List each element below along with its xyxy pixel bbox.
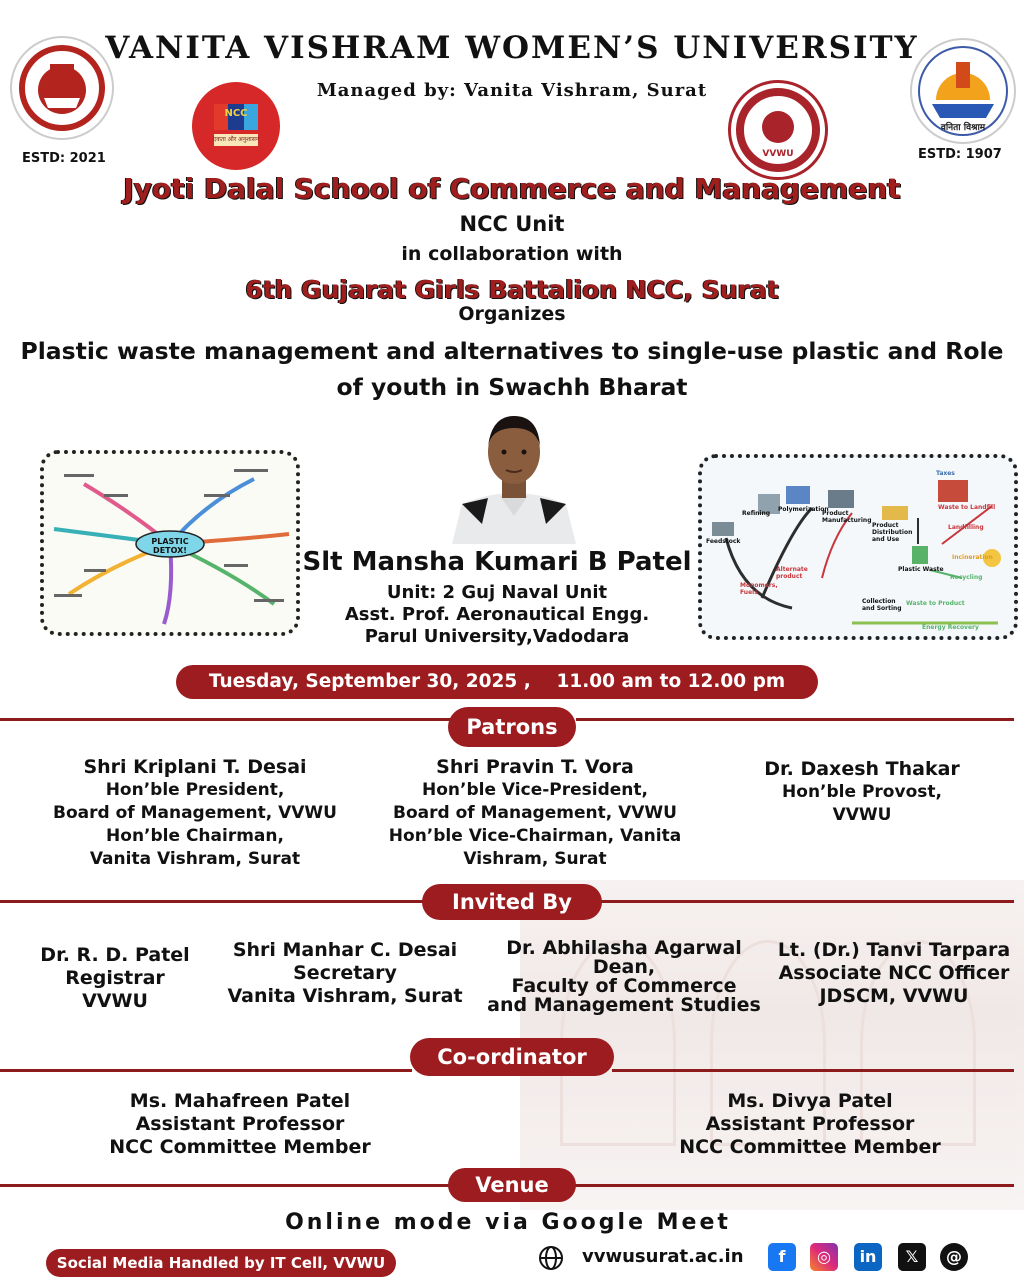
invitee-card (766, 939, 1022, 1008)
patron-card (712, 758, 1012, 827)
managed-by: Managed by: Vanita Vishram, Surat (316, 80, 708, 101)
invitee-card (486, 939, 762, 1015)
estd-left: ESTD: 2021 (22, 151, 106, 166)
coordinator-line: NCC Committee Member (679, 1136, 941, 1158)
linkedin-icon[interactable]: in (854, 1243, 882, 1271)
ncc-logo-text: NCC (224, 108, 248, 119)
patron-card (20, 756, 370, 871)
patrons-line-right (576, 718, 1014, 721)
patron-name: Shri Kriplani T. Desai (83, 756, 307, 778)
invitee-card (222, 939, 468, 1008)
invitee-line: Associate NCC Officer (778, 962, 1010, 984)
plastic-lifecycle-diagram-image (698, 454, 1018, 640)
flow-label-collection: Collection and Sorting (862, 598, 902, 612)
coordinator-line: Assistant Professor (135, 1113, 345, 1135)
organizes-text: Organizes (458, 303, 566, 325)
patron-line: Hon’ble Provost, (782, 782, 942, 802)
invitee-name: Dr. Abhilasha Agarwal (506, 937, 742, 959)
flow-label-feedstock: Feedstock (706, 538, 741, 545)
coordinator-line-left (0, 1069, 412, 1072)
invitee-name: Lt. (Dr.) Tanvi Tarpara (777, 939, 1011, 961)
university-title: VANITA VISHRAM WOMEN’S UNIVERSITY (105, 30, 919, 66)
invitee-line: Vanita Vishram, Surat (227, 985, 463, 1007)
flow-label-plastic-waste: Plastic Waste (898, 566, 944, 573)
speaker-unit: Unit: 2 Guj Naval Unit (386, 582, 608, 603)
flow-label-distribution: Product Distribution and Use (872, 522, 913, 543)
patrons-heading: Patrons (448, 707, 576, 747)
coordinator-name: Ms. Divya Patel (727, 1090, 893, 1112)
event-datetime: Tuesday, September 30, 2025 , 11.00 am to 12.00 pm (176, 665, 818, 699)
right-logo-text: वनिता विश्राम (940, 123, 986, 133)
invited-line-left (0, 900, 424, 903)
ncc-motto: एकता और अनुशासन (212, 136, 260, 143)
invitee-line: and Management Studies (487, 994, 761, 1016)
patron-line: Hon’ble Vice-Chairman, Vanita (388, 826, 682, 846)
patron-line: Hon’ble Chairman, (106, 826, 284, 846)
coordinator-card (90, 1090, 390, 1159)
invitee-line: Secretary (293, 962, 397, 984)
flow-label-refining: Refining (742, 510, 771, 517)
collab-text: in collaboration with (401, 243, 623, 265)
speaker-photo (442, 404, 586, 544)
flow-label-waste-to-product: Waste to Product (906, 600, 965, 607)
coordinator-line: Assistant Professor (705, 1113, 915, 1135)
patron-line: Board of Management, VVWU (53, 803, 337, 823)
speaker-name: Slt Mansha Kumari B Patel (302, 547, 692, 577)
estd-right: ESTD: 1907 (918, 147, 1002, 162)
flow-label-taxes: Taxes (936, 470, 955, 477)
patrons-line-left (0, 718, 452, 721)
patron-line: Vishram, Surat (463, 849, 607, 869)
social-media-credit: Social Media Handled by IT Cell, VVWU (46, 1249, 396, 1277)
patron-line: Vanita Vishram, Surat (89, 849, 301, 869)
invitee-name: Shri Manhar C. Desai (232, 939, 458, 961)
globe-icon (538, 1245, 564, 1271)
flow-label-monomers: Monomers, Fuels (740, 582, 778, 596)
invitee-card (10, 944, 220, 1013)
event-title-line2: of youth in Swachh Bharat (336, 373, 688, 401)
invitee-line: Registrar (65, 967, 165, 989)
plastic-detox-mindmap-image (40, 450, 300, 636)
flow-label-polymerization: Polymerization (778, 506, 829, 513)
venue-line-right (574, 1184, 1014, 1187)
venue-text: Online mode via Google Meet (285, 1210, 731, 1235)
speaker-designation: Asst. Prof. Aeronautical Engg. (344, 604, 650, 625)
coordinator-card (660, 1090, 960, 1159)
invited-line-right (600, 900, 1014, 903)
instagram-icon[interactable]: ◎ (810, 1243, 838, 1271)
mindmap-center: PLASTIC DETOX! (151, 537, 189, 555)
flow-label-energy: Energy Recovery (922, 624, 979, 631)
coordinator-heading: Co-ordinator (410, 1038, 614, 1076)
invitee-line: Faculty of Commerce (511, 975, 737, 997)
iqac-text: VVWU (762, 149, 794, 159)
invitee-line: Dean, (592, 956, 656, 978)
coordinator-name: Ms. Mahafreen Patel (129, 1090, 351, 1112)
flow-label-landfilling: Landfilling (948, 524, 984, 531)
facebook-icon[interactable]: f (768, 1243, 796, 1271)
patron-line: Hon’ble Vice-President, (422, 780, 648, 800)
ncc-unit: NCC Unit (459, 212, 565, 236)
patron-line: Hon’ble President, (105, 780, 285, 800)
coordinator-line: NCC Committee Member (109, 1136, 371, 1158)
patron-line: VVWU (832, 805, 892, 825)
battalion-name: 6th Gujarat Girls Battalion NCC, Surat (245, 275, 779, 304)
invitee-name: Dr. R. D. Patel (40, 944, 190, 966)
website-link[interactable]: vvwusurat.ac.in (582, 1246, 744, 1267)
invitee-line: VVWU (82, 990, 148, 1012)
venue-line-left (0, 1184, 450, 1187)
venue-heading: Venue (448, 1168, 576, 1202)
flow-label-waste-to-landfill: Waste to Landfill (938, 504, 996, 511)
flow-label-incineration: Incineration (952, 554, 993, 561)
flow-label-alternate: Alternate product (776, 566, 808, 580)
school-name: Jyoti Dalal School of Commerce and Management (123, 172, 901, 205)
invitee-line: JDSCM, VVWU (819, 985, 969, 1007)
patron-line: Board of Management, VVWU (393, 803, 677, 823)
patron-name: Shri Pravin T. Vora (436, 756, 634, 778)
event-title-line1: Plastic waste management and alternatives to single-use plastic and Role (20, 337, 1004, 365)
patron-card (360, 756, 710, 871)
threads-icon[interactable]: @ (940, 1243, 968, 1271)
speaker-institution: Parul University,Vadodara (364, 626, 630, 647)
coordinator-line-right (612, 1069, 1014, 1072)
flow-label-manufacturing: Product Manufacturing (822, 510, 872, 524)
invited-heading: Invited By (422, 884, 602, 920)
flow-label-recycling: Recycling (950, 574, 983, 581)
x-icon[interactable]: 𝕏 (898, 1243, 926, 1271)
patron-name: Dr. Daxesh Thakar (764, 758, 960, 780)
